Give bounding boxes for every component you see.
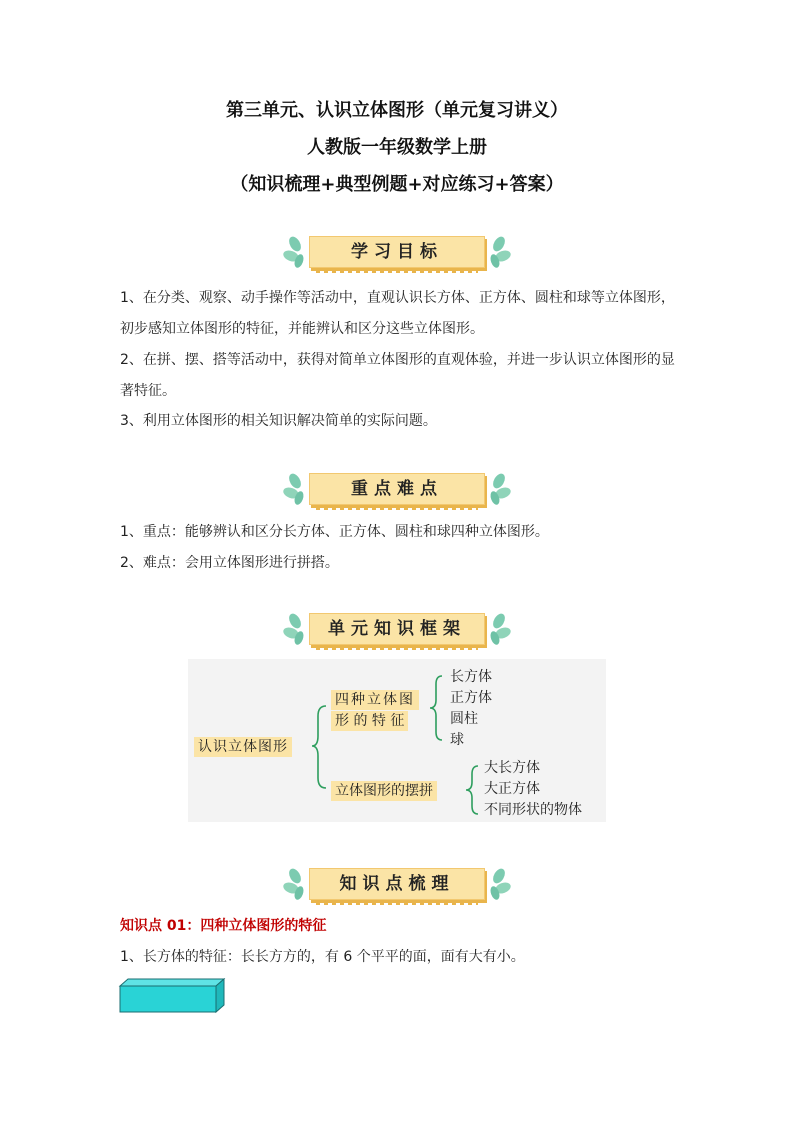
framework-leaf: 圆柱 [450, 711, 478, 727]
framework-branch1-line1: 四种立体图 [331, 690, 419, 710]
framework-leaf: 球 [450, 732, 464, 748]
banner-title: 知识点梳理 [339, 874, 455, 894]
objective-2: 2、在拼、摆、搭等活动中，获得对简单立体图形的直观体验，并进一步认识立体图形的显著特征。 [120, 352, 675, 399]
doc-contents-note: （知识梳理+典型例题+对应练习+答案） [230, 174, 564, 195]
framework-branch2: 立体图形的摆拼 [331, 781, 437, 801]
leaf-icon [281, 866, 309, 902]
key-point-2: 2、难点：会用立体图形进行拼搭。 [120, 555, 339, 571]
knowledge-point-title: 知识点 01：四种立体图形的特征 [120, 918, 327, 934]
objective-1: 1、在分类、观察、动手操作等活动中，直观认识长方体、正方体、圆柱和球等立体图形，初步感知立体图形的特征，并能辨认和区分这些立体图形。 [120, 290, 675, 337]
banner-title: 单元知识框架 [328, 619, 466, 639]
doc-title: 第三单元、认识立体图形（单元复习讲义） [226, 100, 568, 121]
framework-leaf: 大正方体 [484, 781, 540, 797]
cuboid-illustration [118, 978, 226, 1014]
objective-3: 3、利用立体图形的相关知识解决简单的实际问题。 [120, 413, 437, 429]
banner-title: 重点难点 [351, 479, 443, 499]
framework-leaf: 大长方体 [484, 760, 540, 776]
framework-branch1-line2: 形 的 特 征 [331, 711, 408, 731]
banner-knowledge [287, 866, 507, 902]
framework-leaf: 正方体 [450, 690, 492, 706]
framework-leaf: 不同形状的物体 [484, 802, 582, 818]
framework-leaf: 长方体 [450, 669, 492, 685]
knowledge-point-item: 1、长方体的特征：长长方方的，有 6 个平平的面，面有大有小。 [120, 949, 525, 965]
leaf-icon [485, 866, 513, 902]
key-point-1: 1、重点：能够辨认和区分长方体、正方体、圆柱和球四种立体图形。 [120, 524, 549, 540]
doc-subtitle: 人教版一年级数学上册 [307, 137, 487, 158]
banner-title: 学习目标 [351, 242, 443, 262]
framework-root: 认识立体图形 [194, 737, 292, 757]
